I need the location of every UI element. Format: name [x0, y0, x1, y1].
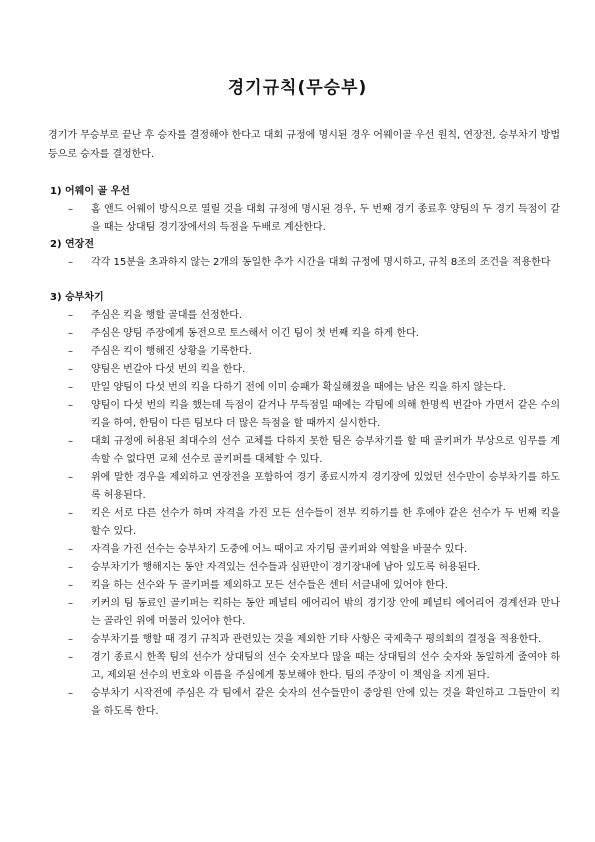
- section-heading: 1) 어웨이 골 우선: [50, 186, 130, 197]
- rule-item: – 홈 앤드 어웨이 방식으로 열릴 것을 대회 규정에 명시된 경우, 두 번째 경기 종료후 양팀의 두 경기 득점이 같을 때는 상대팀 경기장에서의 득점을 두배로 계산한다.: [64, 201, 560, 237]
- page-title: 경기규칙(무승부): [227, 78, 368, 98]
- rule-item: – 승부차기 시작전에 주심은 각 팀에서 같은 숫자의 선수들만이 중앙원 안에 있는 것을 확인하고 그들만이 킥을 하도록 한다.: [64, 685, 560, 721]
- rule-item: – 자격을 가진 선수는 승부차기 도중에 어느 때이고 자기팀 골키퍼와 역할을 바꿀수 있다.: [64, 541, 560, 559]
- rule-item: – 킥을 하는 선수와 두 골키퍼를 제외하고 모든 선수들은 센터 서클내에 있어야 한다.: [64, 577, 560, 595]
- rule-item: – 위에 말한 경우을 제외하고 연장전을 포함하여 경기 종료시까지 경기장에 있었던 선수만이 승부차기를 하도록 허용된다.: [64, 469, 560, 505]
- rule-list: [50, 254, 560, 272]
- rule-item: – 주심은 양팀 주장에게 동전으로 토스해서 이긴 팀이 첫 번째 킥을 하게 한다.: [64, 325, 560, 343]
- section-extra-time: [50, 235, 560, 272]
- section-heading: 3) 승부차기: [50, 292, 104, 303]
- rule-item: – 주심은 킥이 행해진 상황을 기록한다.: [64, 343, 560, 361]
- rule-list: [50, 307, 560, 721]
- intro-paragraph: 경기가 무승부로 끝난 후 승자를 결정해야 한다고 대회 규정에 명시된 경우 어웨이골 우선 원칙, 연장전, 승부차기 방법 등으로 승자를 결정한다.: [48, 130, 560, 160]
- rule-item: – 킥은 서로 다른 선수가 하며 자격을 가진 모든 선수들이 전부 킥하기를 한 후에야 같은 선수가 두 번째 킥을 할수 있다.: [64, 505, 560, 541]
- rule-item: – 대회 규정에 허용된 최대수의 선수 교체를 다하지 못한 팀은 승부차기를 할 때 골키퍼가 부상으로 임무를 계속할 수 없다면 교체 선수로 골키퍼를 대체할 수 있다.: [64, 433, 560, 469]
- rule-item: – 승부차기가 행해지는 동안 자격있는 선수들과 심판만이 경기장내에 남아 있도록 허용된다.: [64, 559, 560, 577]
- section-heading: 2) 연장전: [50, 239, 94, 250]
- rule-item: – 양팀은 번갈아 다섯 번의 킥을 한다.: [64, 361, 560, 379]
- rule-item: – 승부차기를 행할 때 경기 규칙과 관련있는 것을 제외한 기타 사항은 국제축구 평의회의 결정을 적용한다.: [64, 631, 560, 649]
- rule-item: – 주심은 킥을 행할 골대를 선정한다.: [64, 307, 560, 325]
- section-penalty-shootout: [50, 288, 560, 721]
- rule-item: – 각각 15분을 초과하지 않는 2개의 동일한 추가 시간을 대회 규정에 명시하고, 규칙 8조의 조건을 적용한다: [64, 254, 560, 272]
- rule-item: – 만일 양팀이 다섯 번의 킥을 다하기 전에 이미 승패가 확실해졌을 때에는 남은 킥을 하지 않는다.: [64, 379, 560, 397]
- rule-item: – 양팀이 다섯 번의 킥을 했는데 득점이 같거나 무득점일 때에는 각팀에 의해 한명씩 번갈아 가면서 같은 수의 킥을 하여, 한팀이 다른 팀보다 더 많은 득점을 할 때까지 실시한다.: [64, 397, 560, 433]
- rule-item: – 경기 종료시 한쪽 팀의 선수가 상대팀의 선수 숫자보다 많을 때는 상대팀의 선수 숫자와 동일하게 줄여야 하고, 제외된 선수의 번호와 이름을 주심에게 통보해야 한다. 팀의 주장이 이 책임을 지게 된다.: [64, 649, 560, 685]
- section-away-goal: [50, 182, 560, 237]
- rule-list: [50, 201, 560, 237]
- rule-item: – 키커의 팀 동료인 골키퍼는 킥하는 동안 페널티 에어리어 밖의 경기장 안에 페널티 에어리어 경계선과 만나는 골라인 위에 머물러 있어야 한다.: [64, 595, 560, 631]
